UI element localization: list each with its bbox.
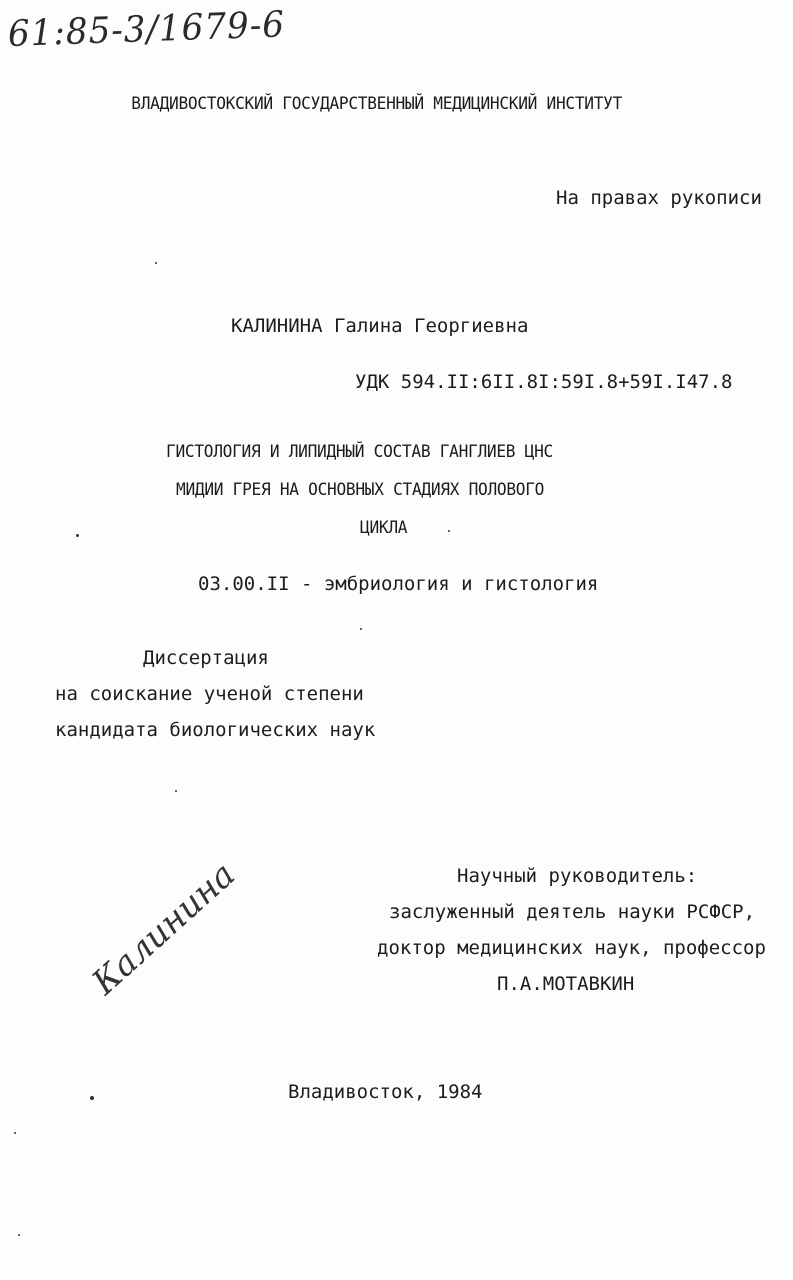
scan-speck xyxy=(14,1132,16,1134)
supervisor-heading: Научный руководитель: xyxy=(457,865,698,887)
place-and-year: Владивосток, 1984 xyxy=(288,1081,483,1103)
institute-name: ВЛАДИВОСТОКСКИЙ ГОСУДАРСТВЕННЫЙ МЕДИЦИНСКИЙ ИНСТИТУТ xyxy=(131,94,623,114)
scan-speck xyxy=(175,790,177,792)
specialty-code: 03.00.II - эмбриология и гистология xyxy=(198,573,599,595)
scan-speck xyxy=(448,530,450,532)
scan-speck xyxy=(155,262,157,264)
dissertation-line-2: на соискание ученой степени xyxy=(55,683,364,705)
supervisor-title-2: доктор медицинских наук, профессор xyxy=(377,937,766,959)
rights-note: На правах рукописи xyxy=(556,187,762,209)
archive-code-handwritten: 61:85-3/1679-6 xyxy=(7,4,286,55)
udc-code: УДК 594.II:6II.8I:59I.8+59I.I47.8 xyxy=(355,371,733,393)
thesis-title-line-2: МИДИИ ГРЕЯ НА ОСНОВНЫХ СТАДИЯХ ПОЛОВОГО xyxy=(176,480,545,500)
scan-speck xyxy=(360,628,362,630)
scan-speck xyxy=(90,1096,94,1100)
scan-speck xyxy=(18,1234,20,1236)
author-signature: Калинина xyxy=(84,854,243,1003)
dissertation-line-1: Диссертация xyxy=(143,647,269,669)
author-name: КАЛИНИНА Галина Георгиевна xyxy=(231,315,529,337)
thesis-title-line-1: ГИСТОЛОГИЯ И ЛИПИДНЫЙ СОСТАВ ГАНГЛИЕВ ЦНС xyxy=(166,442,553,462)
supervisor-title-1: заслуженный деятель науки РСФСР, xyxy=(389,901,756,923)
dissertation-line-3: кандидата биологических наук xyxy=(55,719,376,741)
supervisor-name: П.А.МОТАВКИН xyxy=(497,973,635,995)
scan-speck xyxy=(76,534,79,537)
thesis-title-line-3: ЦИКЛА xyxy=(360,518,408,538)
